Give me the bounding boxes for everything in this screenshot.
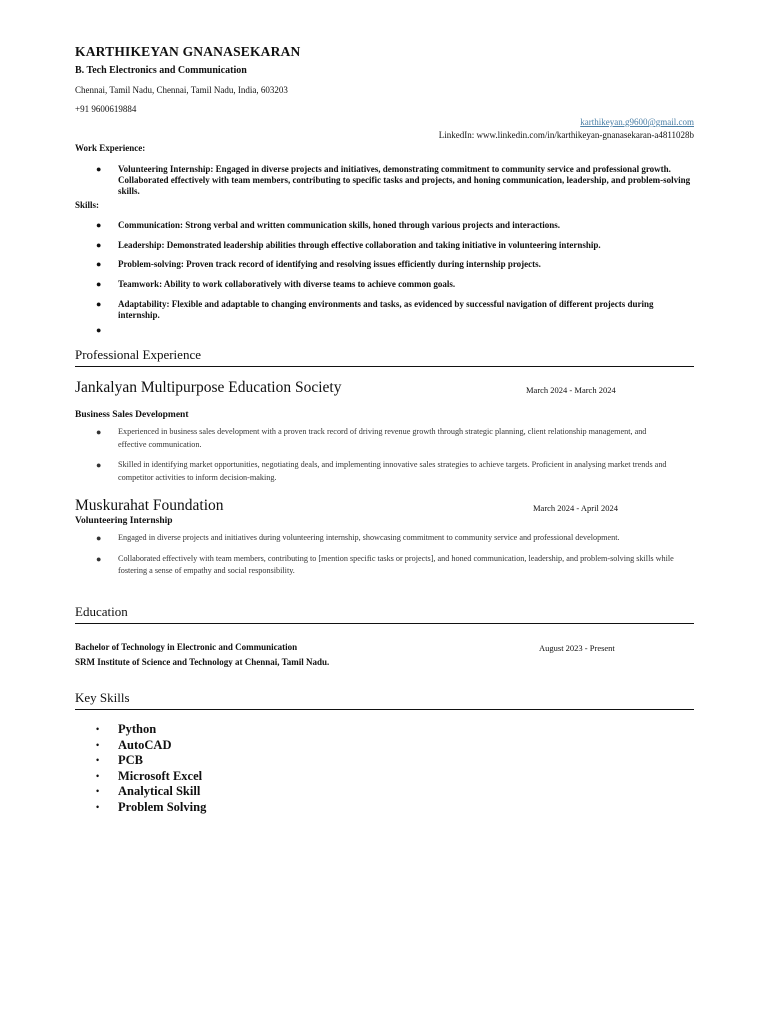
list-item: ● Problem-solving: Proven track record of identifying and resolving issues efficiently during internship projects. [96,259,541,269]
list-item: • PCB [96,753,143,767]
bullet-icon: • [96,801,100,812]
org-name: Jankalyan Multipurpose Education Society [75,379,342,396]
bullet-icon: ● [96,325,102,335]
bullet-icon: ● [96,279,102,289]
list-item: ● Collaborated effectively with team members, contributing to [mention specific tasks or projects], and honed communication, leadership, and problem-solving skills while fostering a sense of empathy and social responsibility. [96,553,674,575]
job-bullets [75,426,675,484]
list-item: • Microsoft Excel [96,768,203,783]
skills-heading: Skills: [75,200,100,210]
bullet-icon: • [96,724,100,734]
job-role: Volunteering Internship [75,516,173,526]
bullet-icon: ● [96,220,102,230]
phone-number: +91 9600619884 [75,104,137,114]
job-bullets [75,532,675,578]
list-item: ● Communication: Strong verbal and written communication skills, honed through various projects and interactions. [96,220,561,230]
list-item: • Analytical Skill [96,784,201,798]
list-item: ● Teamwork: Ability to work collaboratively with diverse teams to achieve common goals. [96,279,456,289]
list-item: • Python [96,722,157,736]
list-item: ● Engaged in diverse projects and initiatives during volunteering internship, showcasing commitment to community service and professional development. [96,533,620,543]
bullet-icon: ● [96,553,102,564]
list-item: ● Skilled in identifying market opportunities, negotiating deals, and implementing innovative sales strategies to achieve targets. Proficient in analysing market trends and competitor activities to inform decision-making. [96,460,667,482]
bullet-icon: • [96,770,100,781]
education-dates: August 2023 - Present [539,643,615,653]
bullet-icon: • [96,739,100,750]
education-degree: Bachelor of Technology in Electronic and Communication [75,642,298,652]
bullet-icon: • [96,755,100,765]
address: Chennai, Tamil Nadu, Chennai, Tamil Nadu, India, 603203 [75,85,288,95]
job-dates: March 2024 - March 2024 [526,385,616,395]
bullet-icon: ● [96,164,102,174]
work-experience-heading: Work Experience: [75,143,146,153]
bullet-icon: ● [96,460,102,470]
list-item: • AutoCAD [96,737,172,752]
education-institution: SRM Institute of Science and Technology at Chennai, Tamil Nadu. [75,657,330,667]
key-skills-list [75,722,375,815]
email-link[interactable]: karthikeyan.g9600@gmail.com [580,117,694,127]
professional-experience-heading: Professional Experience [75,347,694,367]
candidate-name: KARTHIKEYAN GNANASEKARAN [75,44,301,59]
list-item: ● Experienced in business sales development with a proven track record of driving revenue growth through strategic planning, client relationship management, and effective communication. [96,427,647,449]
bullet-icon: ● [96,533,102,543]
bullet-icon: ● [96,427,102,437]
skills-list [75,220,694,335]
work-experience-list [75,164,694,197]
degree-line: B. Tech Electronics and Communication [75,65,247,76]
list-item: ● Adaptability: Flexible and adaptable to changing environments and tasks, as evidenced by successful navigation of different projects during internship. [96,299,654,320]
job-role: Business Sales Development [75,410,189,420]
education-heading: Education [75,604,694,624]
bullet-icon: ● [96,299,102,309]
bullet-icon: • [96,786,100,796]
bullet-icon: ● [96,259,102,269]
bullet-icon: ● [96,240,102,250]
key-skills-heading: Key Skills [75,690,694,710]
job-dates: March 2024 - April 2024 [533,503,618,513]
org-name: Muskurahat Foundation [75,497,224,514]
linkedin-url: LinkedIn: www.linkedin.com/in/karthikeyan-gnanasekaran-a4811028b [438,130,694,140]
list-item: ● Volunteering Internship: Engaged in diverse projects and initiatives, demonstrating commitment to community service and professional growth. Collaborated effectively with team members, contributing to specific tasks and projects, and honing communication, leadership, and problem-solving skills. [96,164,691,196]
list-item: • Problem Solving [96,799,207,814]
list-item: ● Leadership: Demonstrated leadership abilities through effective collaboration and taking initiative in volunteering internship. [96,240,601,250]
